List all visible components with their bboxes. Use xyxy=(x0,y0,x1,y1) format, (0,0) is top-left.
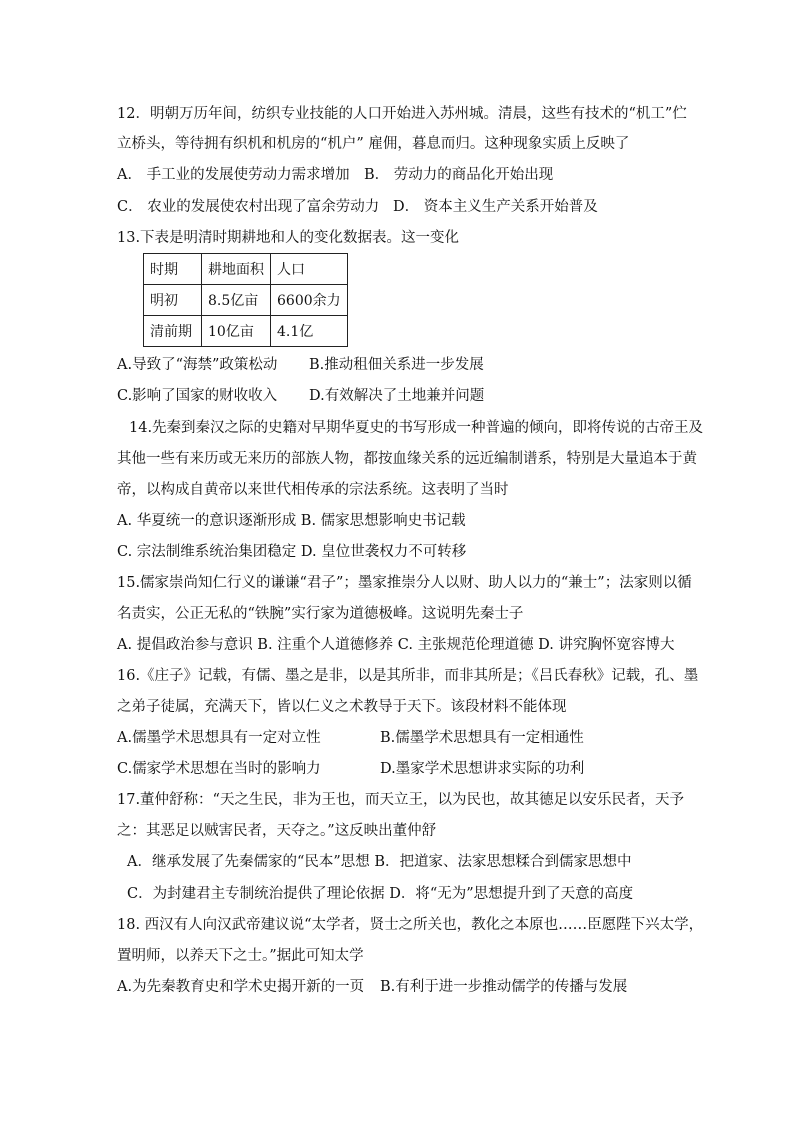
table-cell: 明初 xyxy=(144,285,202,316)
q18-option-b: B.有利于进一步推动儒学的传播与发展 xyxy=(380,979,628,995)
table-header-cell: 人口 xyxy=(271,254,348,285)
q17-stem-line-1: 17.董仲舒称：“天之生民，非为王也，而天立王，以为民也，故其德足以安乐民者，天予 xyxy=(117,792,684,808)
q13-option-d: D.有效解决了土地兼并问题 xyxy=(309,388,485,404)
table-cell: 10亿亩 xyxy=(202,316,271,347)
q13-option-b: B.推动租佃关系进一步发展 xyxy=(309,357,484,373)
q15-stem-line-2: 名责实，公正无私的“铁腕”实行家为道德极峰。这说明先秦士子 xyxy=(117,606,524,622)
q14-stem-line-3: 帝，以构成自黄帝以来世代相传承的宗法系统。这表明了当时 xyxy=(117,482,509,498)
q17-stem-line-2: 之：其恶足以贼害民者，天夺之。”这反映出董仲舒 xyxy=(117,823,437,839)
q16-stem-line-1: 16.《庄子》记载，有儒、墨之是非，以是其所非，而非其所是；《吕氏春秋》记载，孔、墨 xyxy=(117,668,699,684)
q17-options-cd: C．为封建君主专制统治提供了理论依据 D．将“无为”思想提升到了天意的高度 xyxy=(127,886,634,902)
q17-options-ab: A．继承发展了先秦儒家的“民本”思想 B．把道家、法家思想糅合到儒家思想中 xyxy=(127,854,632,870)
table-cell: 6600余力 xyxy=(271,285,348,316)
table-header-cell: 耕地面积 xyxy=(202,254,271,285)
table-header-row xyxy=(144,254,348,285)
table-row xyxy=(144,316,348,347)
table-cell: 4.1亿 xyxy=(271,316,348,347)
q16-option-d: D.墨家学术思想讲求实际的功利 xyxy=(380,761,585,777)
q14-options-cd: C. 宗法制维系统治集团稳定 D. 皇位世袭权力不可转移 xyxy=(117,544,467,560)
q16-stem-line-2: 之弟子徒属，充满天下，皆以仁义之术教导于天下。该段材料不能体现 xyxy=(117,699,567,715)
q18-stem-line-1: 18. 西汉有人向汉武帝建议说“太学者，贤士之所关也，教化之本原也……臣愿陛下兴太学， xyxy=(117,917,704,933)
q12-stem-line-1: 12．明朝万历年间，纺织专业技能的人口开始进入苏州城。清晨，这些有技术的“机工”伫 xyxy=(117,106,687,122)
table-header-cell: 时期 xyxy=(144,254,202,285)
q12-option-a: A． 手工业的发展使劳动力需求增加 xyxy=(117,167,350,183)
q13-option-c: C.影响了国家的财收收入 xyxy=(117,388,278,404)
q16-option-c: C.儒家学术思想在当时的影响力 xyxy=(117,761,321,777)
q14-options-ab: A. 华夏统一的意识逐渐形成 B. 儒家思想影响史书记载 xyxy=(117,513,466,529)
q15-options: A. 提倡政治参与意识 B. 注重个人道德修养 C. 主张规范伦理道德 D. 讲究胸怀宽容博大 xyxy=(117,637,675,653)
table-cell: 8.5亿亩 xyxy=(202,285,271,316)
table-row xyxy=(144,285,348,316)
q18-stem-line-2: 置明师，以养天下之士。”据此可知太学 xyxy=(117,948,364,964)
q13-option-a: A.导致了“海禁”政策松动 xyxy=(117,357,278,373)
q16-option-b: B.儒墨学术思想具有一定相通性 xyxy=(380,730,584,746)
q16-option-a: A.儒墨学术思想具有一定对立性 xyxy=(117,730,321,746)
q14-stem-line-2: 其他一些有来历或无来历的部族人物，都按血缘关系的远近编制谱系，特别是大量追本于黄 xyxy=(117,451,697,467)
q12-option-d: D． 资本主义生产关系开始普及 xyxy=(393,199,598,215)
q12-option-b: B． 劳动力的商品化开始出现 xyxy=(364,167,554,183)
q12-option-c: C． 农业的发展使农村出现了富余劳动力 xyxy=(117,199,380,215)
table-cell: 清前期 xyxy=(144,316,202,347)
q14-stem-line-1: 14.先秦到秦汉之际的史籍对早期华夏史的书写形成一种普遍的倾向，即将传说的古帝王及 xyxy=(129,420,704,436)
q13-stem: 13.下表是明清时期耕地和人的变化数据表。这一变化 xyxy=(117,230,460,246)
q18-option-a: A.为先秦教育史和学术史揭开新的一页 xyxy=(117,979,365,995)
q15-stem-line-1: 15.儒家崇尚知仁行义的谦谦“君子”；墨家推崇分人以财、助人以力的“兼士”；法家则以循 xyxy=(117,575,692,591)
q12-stem-line-2: 立桥头，等待拥有织机和机房的“机户” 雇佣，暮息而归。这种现象实质上反映了 xyxy=(117,136,630,152)
q13-data-table xyxy=(143,253,348,347)
